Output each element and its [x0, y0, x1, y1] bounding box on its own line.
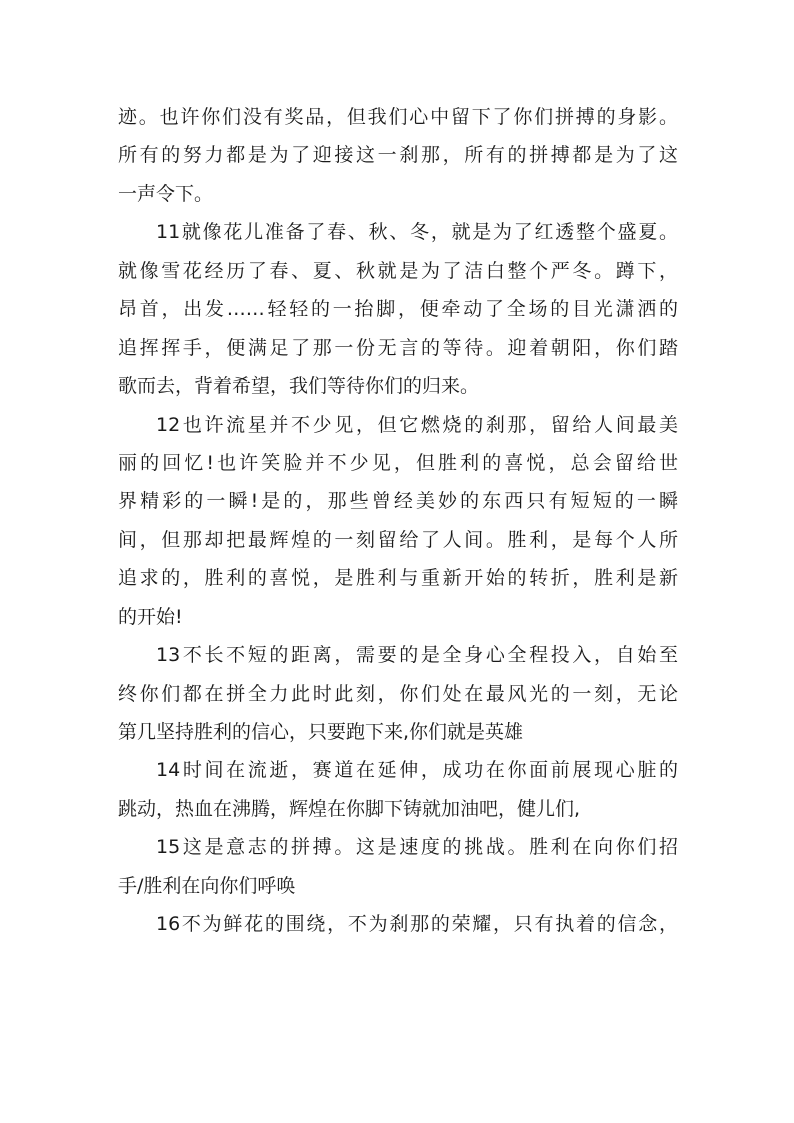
- text-line: 一声令下。: [118, 182, 214, 205]
- text-line: 间，但那却把最辉煌的一刻留给了人间。胜利，是每个人所: [118, 528, 678, 551]
- body-text: [118, 98, 678, 944]
- paragraph-16-start: 16不为鲜花的围绕，不为刹那的荣耀，只有执着的信念，: [156, 913, 678, 936]
- text-line: 追求的，胜利的喜悦，是胜利与重新开始的转折，胜利是新: [118, 567, 678, 590]
- text-line: 歌而去，背着希望，我们等待你们的归来。: [118, 375, 480, 398]
- paragraph-11-start: 11就像花儿准备了春、秋、冬，就是为了红透整个盛夏。: [156, 221, 678, 244]
- paragraph-15-start: 15这是意志的拼搏。这是速度的挑战。胜利在向你们招: [156, 836, 678, 859]
- text-line: 跳动，热血在沸腾，辉煌在你脚下铸就加油吧，健儿们,: [118, 797, 581, 820]
- paragraph-13-start: 13不长不短的距离，需要的是全身心全程投入，自始至: [156, 644, 678, 667]
- text-line: 丽的回忆!也许笑脸并不少见，但胜利的喜悦，总会留给世: [118, 451, 678, 474]
- text-line: 的开始!: [118, 605, 183, 628]
- text-line: 迹。也许你们没有奖品，但我们心中留下了你们拼搏的身影。: [118, 106, 678, 128]
- text-line: 昂首，出发……轻轻的一抬脚，便牵动了全场的目光潇洒的: [118, 298, 678, 321]
- text-line: 就像雪花经历了春、夏、秋就是为了洁白整个严冬。蹲下，: [118, 259, 678, 282]
- text-line: 界精彩的一瞬!是的，那些曾经美妙的东西只有短短的一瞬: [118, 490, 678, 513]
- text-line: 追挥挥手，便满足了那一份无言的等待。迎着朝阳，你们踏: [118, 336, 678, 359]
- text-line: 所有的努力都是为了迎接这一刹那，所有的拼搏都是为了这: [118, 144, 678, 167]
- paragraph-12-start: 12也许流星并不少见，但它燃烧的刹那，留给人间最美: [156, 413, 678, 436]
- text-line: 第几坚持胜利的信心，只要跑下来,你们就是英雄: [118, 721, 524, 743]
- paragraph-14-start: 14时间在流逝，赛道在延伸，成功在你面前展现心脏的: [156, 759, 678, 782]
- text-line: 终你们都在拼全力此时此刻，你们处在最风光的一刻，无论: [118, 682, 678, 705]
- text-line: 手/胜利在向你们呼唤: [118, 874, 296, 897]
